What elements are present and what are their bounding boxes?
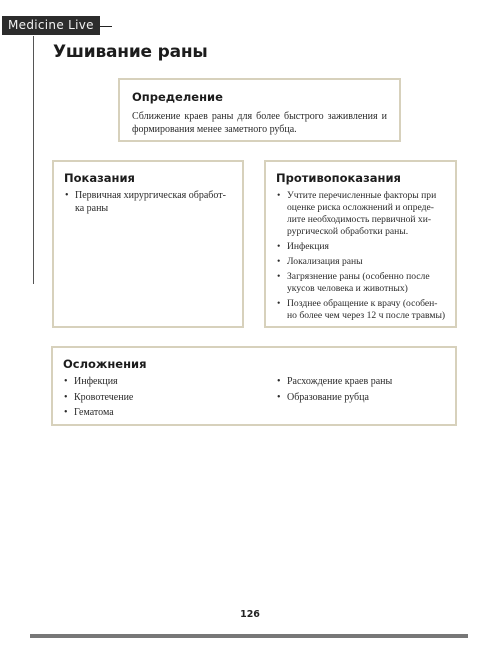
- margin-rule: [33, 36, 34, 284]
- list-item: • Первичная хирургическая обработ-ка раны: [64, 190, 232, 215]
- contraindications-box: [264, 160, 457, 328]
- footer-rule: [30, 634, 468, 638]
- page-title: Ушивание раны: [53, 42, 208, 62]
- list-item: • Учтите перечисленные факторы при оценке риска осложнений и опреде-лите необходимость первичной хи-рургической обработки раны.: [276, 190, 446, 238]
- definition-heading: Определение: [132, 90, 223, 104]
- complications-box: [51, 346, 457, 426]
- list-item: • Позднее обращение к врачу (особен-но более чем через 12 ч после травмы): [276, 298, 446, 322]
- indications-list: [64, 190, 232, 215]
- list-item: • Локализация раны: [276, 256, 446, 268]
- page-number: 126: [240, 609, 260, 620]
- list-item: • Кровотечение: [63, 392, 276, 405]
- contraindications-list: [276, 190, 446, 322]
- list-item: • Образование рубца: [276, 392, 392, 405]
- list-item: • Загрязнение раны (особенно после укусов человека и животных): [276, 271, 446, 295]
- definition-box: [118, 78, 401, 142]
- indications-heading: Показания: [64, 171, 135, 185]
- list-item: • Гематома: [63, 407, 276, 420]
- indications-box: [52, 160, 244, 328]
- complications-heading: Осложнения: [63, 357, 147, 371]
- watermark-divider: [100, 26, 112, 27]
- list-item: • Инфекция: [63, 376, 276, 389]
- complications-list-right: [276, 376, 392, 423]
- watermark: Medicine Live: [2, 16, 100, 35]
- complications-list-left: [63, 376, 276, 423]
- definition-text: Сближение краев раны для более быстрого заживления и формирования менее заметного рубца.: [132, 111, 387, 135]
- complications-columns: [63, 376, 445, 423]
- list-item: • Расхождение краев раны: [276, 376, 392, 389]
- list-item: • Инфекция: [276, 241, 446, 253]
- contraindications-heading: Противопоказания: [276, 171, 401, 185]
